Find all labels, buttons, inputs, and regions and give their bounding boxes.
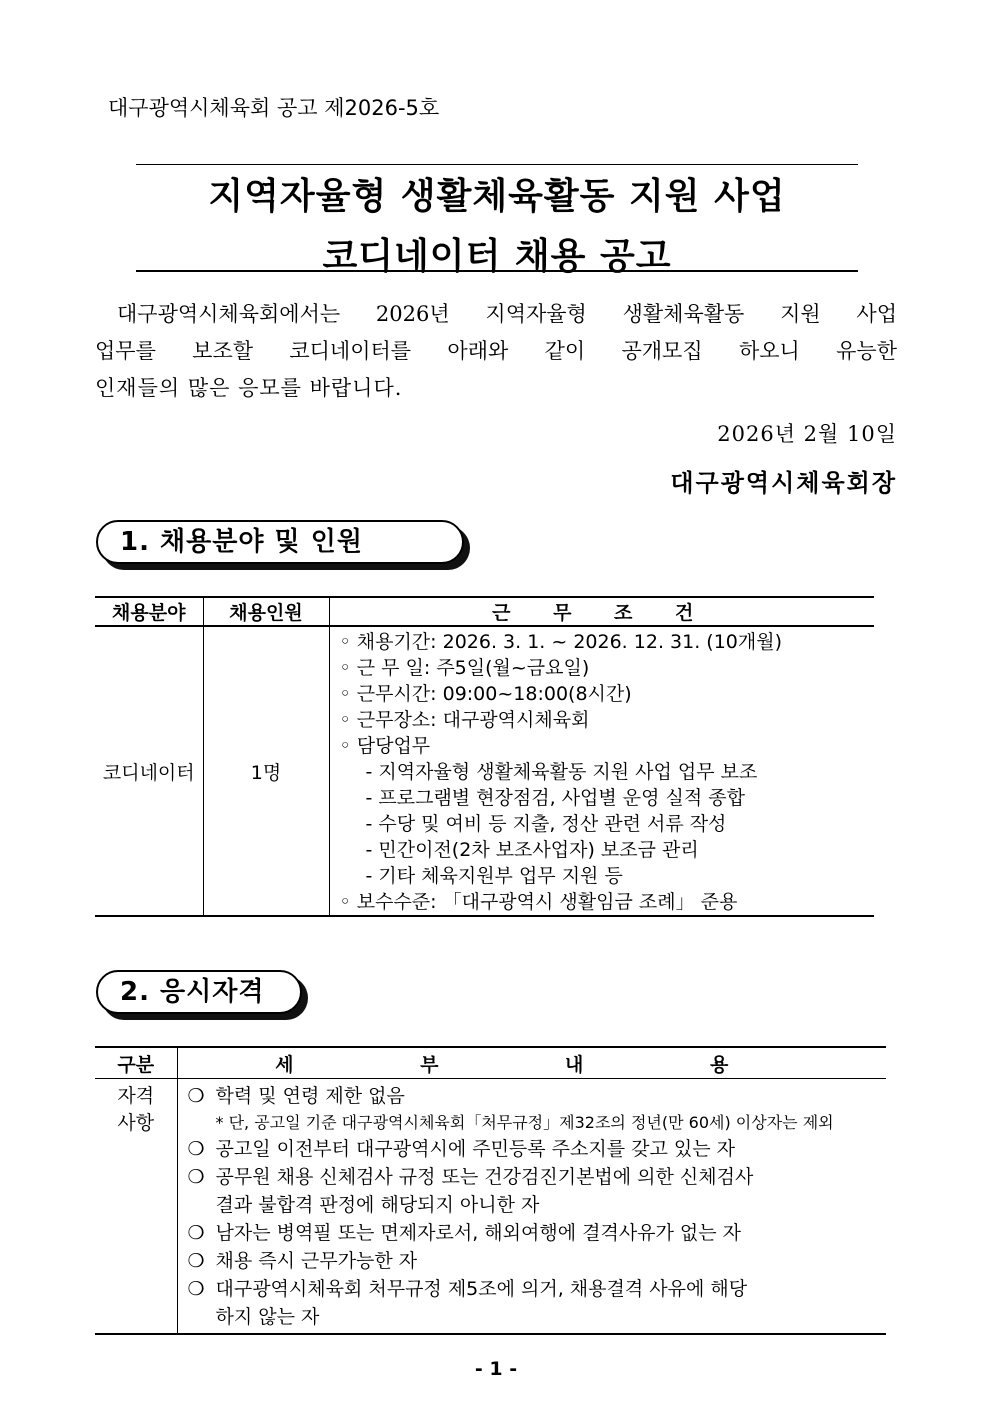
duty-item: - 기타 체육지원부 업무 지원 등: [365, 865, 623, 887]
notice-number: 대구광역시체육회 공고 제2026-5호: [108, 96, 440, 120]
qualification-item: [188, 1135, 887, 1163]
page-title-line1: 지역자율형 생활체육활동 지원 사업: [208, 176, 786, 217]
qualification-text: 공고일 이전부터 대구광역시에 주민등록 주소지를 갖고 있는 자: [215, 1138, 735, 1160]
qualification-item: [188, 1275, 887, 1303]
col-header-category: 구분: [95, 1047, 177, 1079]
condition-item: ◦ 근무시간: 09:00~18:00(8시간): [339, 683, 632, 705]
intro-line: 업무를 보조할 코디네이터를 아래와 같이 공개모집 하오니 유능한: [95, 339, 897, 363]
issuer-name: 대구광역시체육회장: [670, 468, 897, 497]
title-rule-bottom: [136, 270, 858, 272]
qualification-text: 채용 즉시 근무가능한 자: [215, 1250, 418, 1272]
circle-bullet-icon: ❍: [187, 1278, 205, 1300]
qualification-text: 남자는 병역필 또는 면제자로서, 해외여행에 결격사유가 없는 자: [215, 1222, 742, 1244]
title-rule-top: [136, 164, 858, 165]
section-heading-label: 2. 응시자격: [96, 970, 302, 1014]
col-header-field: 채용분야: [95, 597, 203, 626]
duty-item: - 프로그램별 현장점검, 사업별 운영 실적 종합: [365, 787, 746, 809]
cell-conditions: [329, 626, 874, 916]
qualification-note: * 단, 공고일 기준 대구광역시체육회「처무규정」제32조의 정년(만 60세) 이상자는 제외: [215, 1113, 834, 1132]
cell-category: [95, 1079, 177, 1335]
section-heading-label: 1. 채용분야 및 인원: [96, 520, 464, 564]
cell-count: 1명: [203, 626, 329, 916]
category-line: 사항: [117, 1112, 155, 1134]
qualification-continuation: 하지 않는 자: [215, 1306, 320, 1328]
qualification-item: [188, 1082, 887, 1110]
condition-item: ◦ 담당업무: [339, 735, 431, 757]
col-header-conditions: 근 무 조 건: [329, 597, 874, 626]
circle-bullet-icon: ❍: [187, 1085, 205, 1107]
qualifications-table: [95, 1046, 886, 1335]
cell-qualifications: [177, 1079, 886, 1335]
condition-item: ◦ 근 무 일: 주5일(월~금요일): [339, 657, 590, 679]
recruitment-table: [95, 596, 874, 917]
duty-item: - 민간이전(2차 보조사업자) 보조금 관리: [365, 839, 699, 861]
circle-bullet-icon: ❍: [187, 1222, 205, 1244]
condition-item: ◦ 채용기간: 2026. 3. 1. ~ 2026. 12. 31. (10개월): [339, 631, 782, 653]
notice-date: 2026년 2월 10일: [717, 422, 897, 446]
circle-bullet-icon: ❍: [187, 1166, 205, 1188]
intro-paragraph: [95, 296, 897, 407]
intro-line: 인재들의 많은 응모를 바랍니다.: [95, 376, 403, 400]
page-title-line2: 코디네이터 채용 공고: [322, 236, 672, 277]
col-header-detail: 세 부 내 용: [177, 1047, 886, 1079]
section-heading-qualifications: [96, 970, 302, 1014]
duty-item: - 수당 및 여비 등 지출, 정산 관련 서류 작성: [365, 813, 727, 835]
qualification-continuation: 결과 불합격 판정에 해당되지 아니한 자: [215, 1194, 540, 1216]
col-header-count: 채용인원: [203, 597, 329, 626]
intro-line: 대구광역시체육회에서는 2026년 지역자율형 생활체육활동 지원 사업: [117, 302, 897, 326]
qualification-text: 대구광역시체육회 처무규정 제5조에 의거, 채용결격 사유에 해당: [215, 1278, 748, 1300]
qualification-item: [188, 1247, 887, 1275]
qualification-text: 학력 및 연령 제한 없음: [215, 1085, 405, 1107]
duty-item: - 지역자율형 생활체육활동 지원 사업 업무 보조: [365, 761, 758, 783]
qualification-item: [188, 1163, 887, 1191]
condition-item: ◦ 근무장소: 대구광역시체육회: [339, 709, 590, 731]
category-line: 자격: [117, 1085, 155, 1107]
circle-bullet-icon: ❍: [187, 1250, 205, 1272]
qualification-item: [188, 1219, 887, 1247]
section-heading-recruitment: [96, 520, 464, 564]
cell-field: 코디네이터: [95, 626, 203, 916]
circle-bullet-icon: ❍: [187, 1138, 205, 1160]
qualification-text: 공무원 채용 신체검사 규정 또는 건강검진기본법에 의한 신체검사: [215, 1166, 754, 1188]
condition-item: ◦ 보수수준: 「대구광역시 생활임금 조례」 준용: [339, 891, 738, 913]
page-number: - 1 -: [474, 1358, 518, 1380]
